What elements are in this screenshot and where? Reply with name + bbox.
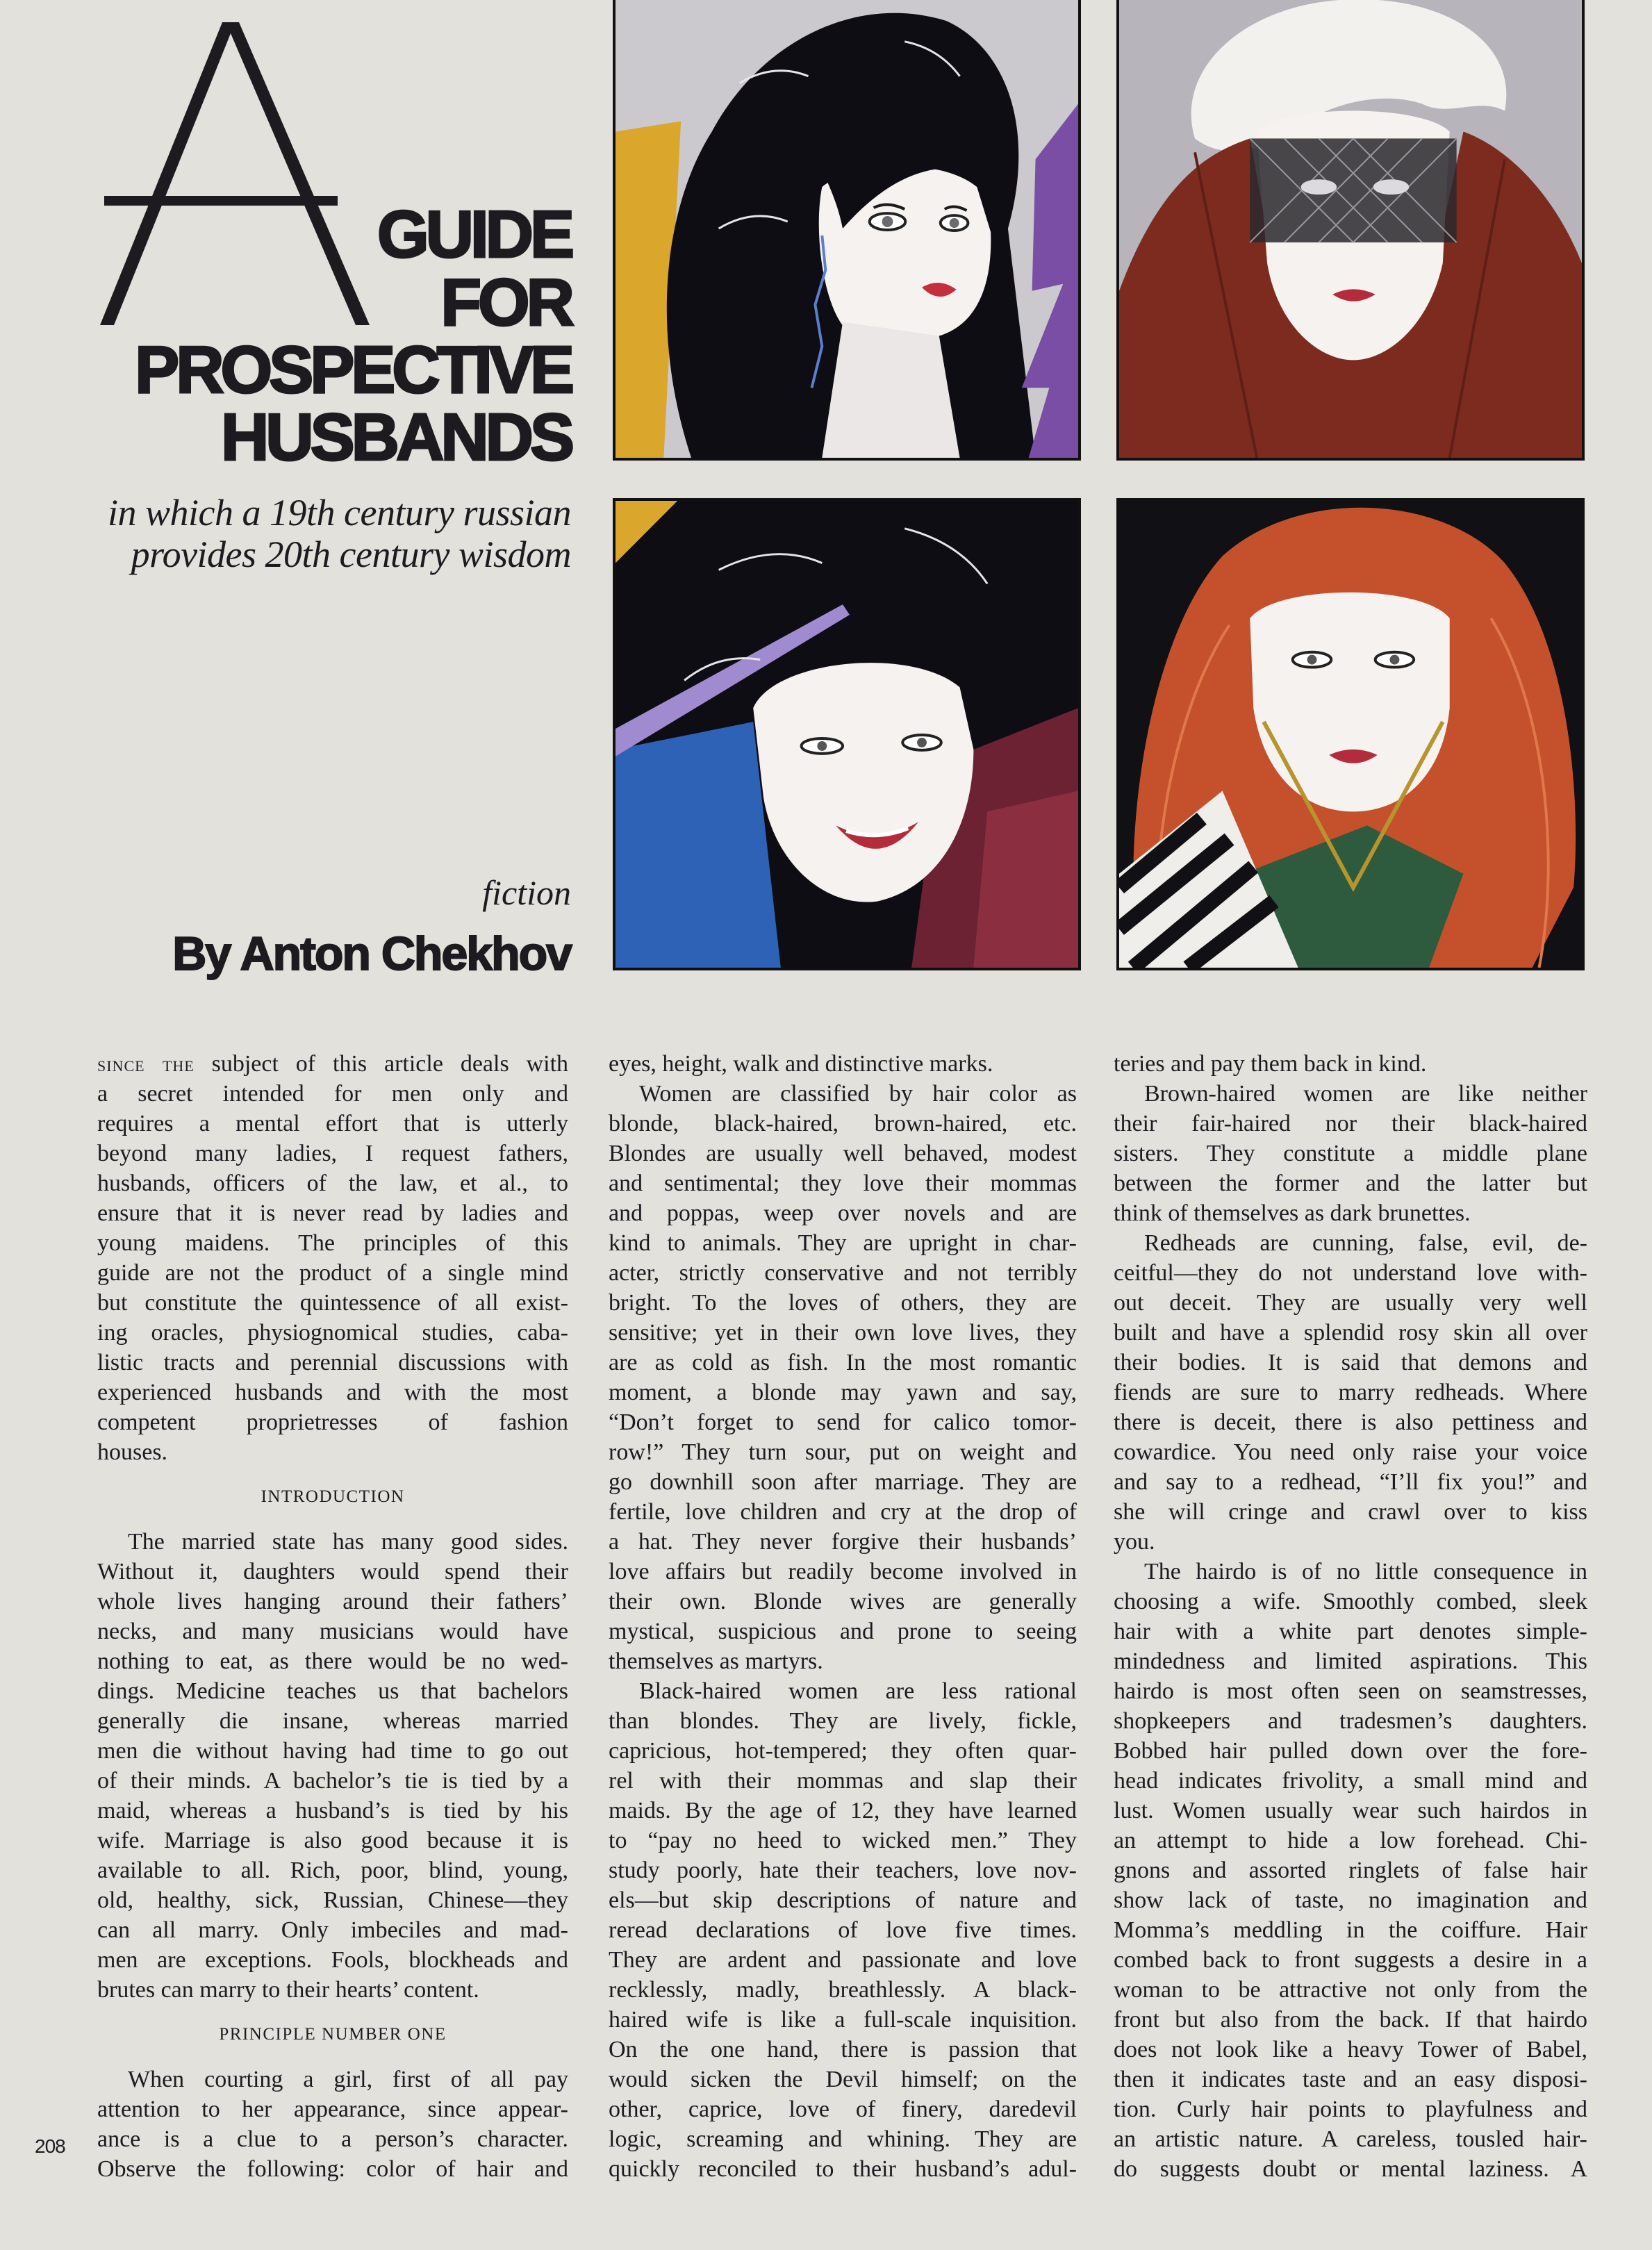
text-line: blonde, black-haired, brown-haired, etc. [609,1111,1077,1136]
text-line: houses. [97,1439,168,1465]
subtitle-line-1: in which a 19th century russian [108,492,571,533]
text-line: you. [1114,1529,1155,1555]
text-line: men are exceptions. Fools, blockheads and [97,1947,568,1973]
text-line: whole lives hanging around their fathers’ [97,1589,568,1614]
text-line: moment, a blonde may yawn and say, [609,1380,1077,1405]
text-line: necks, and many musicians would have [97,1619,568,1644]
text-line: beyond many ladies, I request fathers, [97,1141,568,1166]
text-line: mindedness and limited aspirations. This [1114,1648,1587,1674]
text-line: head indicates frivolity, a small mind and [1114,1768,1587,1794]
illustration-black-haired-woman [613,0,1081,461]
paragraph [97,1527,568,2005]
text-line: bright. To the loves of others, they are [609,1290,1077,1316]
text-line: row!” They turn sour, put on weight and [609,1439,1077,1465]
text-line: They are ardent and passionate and love [609,1947,1077,1973]
text-line: themselves as martyrs. [609,1648,823,1674]
text-line: fiends are sure to marry redheads. Where [1114,1380,1587,1405]
text-line: competent proprietresses of fashion [97,1409,568,1435]
section-heading: INTRODUCTION [261,1487,405,1506]
text-line: their own. Blonde wives are generally [609,1589,1077,1614]
text-line: gnons and assorted ringlets of false hair [1114,1858,1587,1883]
text-line: shopkeepers and tradesmen’s daughters. [1114,1708,1587,1734]
text-line: their bodies. It is said that demons and [1114,1350,1587,1375]
text-line: wife. Marriage is also good because it is [97,1828,568,1853]
paragraph [609,1676,1077,2184]
title-initial-a [83,14,382,333]
page-number: 208 [35,2135,65,2157]
text-line: she will cringe and crawl over to kiss [1114,1499,1587,1525]
text-line: generally die insane, whereas married [97,1708,568,1734]
text-line: an artistic nature. A careless, tousled hair- [1114,2126,1587,2152]
text-line: rel with their mommas and slap their [609,1768,1077,1794]
text-line: does not look like a heavy Tower of Babel, [1114,2037,1587,2062]
paragraph [609,1079,1077,1676]
lead-in-small-caps: since the [97,1051,195,1076]
text-line: reread declarations of love five times. [609,1917,1077,1943]
text-line: think of themselves as dark brunettes. [1114,1200,1471,1226]
text-line: an attempt to hide a low forehead. Chi- [1114,1828,1587,1853]
text-line: a hat. They never forgive their husbands’ [609,1529,1077,1555]
text-line: are as cold as fish. In the most romantic [609,1350,1077,1375]
text-line: but constitute the quintessence of all exist- [97,1290,568,1316]
text-line: quickly reconciled to their husband’s adul- [609,2156,1077,2182]
text-line: experienced husbands and with the most [97,1380,568,1405]
text-line: brutes can marry to their hearts’ content. [97,1977,479,2003]
title-line-for: FOR [440,265,571,340]
text-line: husbands, officers of the law, et al., to [97,1171,568,1196]
text-line: guide are not the product of a single mind [97,1260,568,1286]
text-line: combed back to front suggests a desire in a [1114,1947,1587,1973]
text-line: to “pay no heed to wicked men.” They [609,1828,1077,1853]
body-column-1 [97,1049,568,2184]
text-line: nothing to eat, as there would be no wed- [97,1648,568,1674]
text-line: fertile, love children and cry at the drop of [609,1499,1077,1525]
text-line: ing oracles, physiognomical studies, caba- [97,1320,568,1346]
text-line: Redheads are cunning, false, evil, de- [1144,1230,1587,1256]
text-line: requires a mental effort that is utterly [97,1111,568,1136]
text-line: haired wife is like a full-scale inquisition. [609,2007,1077,2033]
text-line: available to all. Rich, poor, blind, young, [97,1858,568,1883]
text-line: other, caprice, love of finery, daredevil [609,2096,1077,2122]
text-line: recklessly, madly, breathlessly. A black- [609,1977,1077,2003]
title-line-guide: GUIDE [377,197,571,272]
text-line: there is deceit, there is also pettiness and [1114,1409,1587,1435]
section-heading: PRINCIPLE NUMBER ONE [219,2025,447,2044]
paragraph [1114,1228,1587,1557]
text-line: out deceit. They are usually very well [1114,1290,1587,1316]
text-line: men die without having had time to go out [97,1738,568,1764]
text-line: can all marry. Only imbeciles and mad- [97,1917,568,1943]
title-line-husbands: HUSBANDS [220,400,571,474]
text-line: dings. Medicine teaches us that bachelors [97,1678,568,1704]
text-line: study poorly, hate their teachers, love nov- [609,1858,1077,1883]
paragraph [1114,1557,1587,2184]
text-line: front but also from the back. If that hairdo [1114,2007,1587,2033]
paragraph [97,1049,568,1467]
text-line: maids. By the age of 12, they have learned [609,1798,1077,1823]
text-line: On the one hand, there is passion that [609,2037,1077,2062]
text-line: of their minds. A bachelor’s tie is tied by a [97,1768,568,1794]
text-line: and poppas, weep over novels and are [609,1200,1077,1226]
text-line: Without it, daughters would spend their [97,1559,568,1585]
paragraph [1114,1049,1587,1079]
text-line: Observe the following: color of hair and [97,2156,568,2182]
text-line: then it indicates taste and an easy disposi- [1114,2067,1587,2092]
text-line: listic tracts and perennial discussions with [97,1350,568,1375]
text-line: teries and pay them back in kind. [1114,1051,1427,1077]
text-line: a secret intended for men only and [97,1081,568,1107]
text-line: old, healthy, sick, Russian, Chinese—they [97,1887,568,1913]
text-line: would sicken the Devil himself; on the [609,2067,1077,2092]
text-line: lust. Women usually wear such hairdos in [1114,1798,1587,1823]
text-line: logic, screaming and whining. They are [609,2126,1077,2152]
text-line: woman to be attractive not only from the [1114,1977,1587,2003]
text-line: acter, strictly conservative and not terribly [609,1260,1077,1286]
text-line: kind to animals. They are upright in char- [609,1230,1077,1256]
text-line: maid, whereas a husband’s is tied by his [97,1798,568,1823]
text-line: and say to a redhead, “I’ll fix you!” and [1114,1469,1587,1495]
text-line: attention to her appearance, since appear- [97,2096,568,2122]
body-column-3 [1114,1049,1587,2184]
illustration-smiling-woman [613,498,1081,970]
text-line: Momma’s meddling in the coiffure. Hair [1114,1917,1587,1943]
section-label: fiction [482,873,571,912]
text-line: choosing a wife. Smoothly combed, sleek [1114,1589,1587,1614]
text-line: ceitful—they do not understand love with- [1114,1260,1587,1286]
text-line: Brown-haired women are like neither [1144,1081,1587,1107]
text-line: The married state has many good sides. [128,1529,568,1555]
byline: By Anton Chekhov [172,927,571,980]
text-line: love affairs but readily become involved in [609,1559,1077,1585]
text-line: do suggests doubt or mental laziness. A [1114,2156,1587,2182]
text-line: hair with a white part denotes simple- [1114,1619,1587,1644]
subtitle-line-2: provides 20th century wisdom [131,533,571,575]
illustration-redhead-woman [1116,498,1585,970]
text-line: sensitive; yet in their own love lives, they [609,1320,1077,1346]
text-line-content: subject of this article deals with [211,1051,568,1077]
text-line: capricious, hot-tempered; they often quar- [609,1738,1077,1764]
text-line: tion. Curly hair points to playfulness and [1114,2096,1587,2122]
text-line: and sentimental; they love their mommas [609,1171,1077,1196]
text-line: The hairdo is of no little consequence in [1144,1559,1587,1585]
text-line: Black-haired women are less rational [639,1678,1077,1704]
text-line: Blondes are usually well behaved, modest [609,1141,1077,1166]
text-line: els—but skip descriptions of nature and [609,1887,1077,1913]
text-line: Women are classified by hair color as [639,1081,1077,1107]
text-line: Bobbed hair pulled down over the fore- [1114,1738,1587,1764]
text-line [97,1049,568,1079]
text-line: When courting a girl, first of all pay [128,2067,568,2092]
text-line: their fair-haired nor their black-haired [1114,1111,1587,1136]
text-line: show lack of taste, no imagination and [1114,1887,1587,1913]
illustration-veiled-woman [1116,0,1585,461]
text-line: ensure that it is never read by ladies and [97,1200,568,1226]
text-line: hairdo is most often seen on seamstresses, [1114,1678,1587,1704]
text-line: between the former and the latter but [1114,1171,1587,1196]
text-line: cowardice. You need only raise your voice [1114,1439,1587,1465]
text-line: ance is a clue to a person’s character. [97,2126,568,2152]
text-line: young maidens. The principles of this [97,1230,568,1256]
text-line: built and have a splendid rosy skin all over [1114,1320,1587,1346]
text-line: “Don’t forget to send for calico tomor- [609,1409,1077,1435]
body-column-2 [609,1049,1077,2184]
text-line: than blondes. They are lively, fickle, [609,1708,1077,1734]
paragraph [1114,1079,1587,1228]
text-line: eyes, height, walk and distinctive marks. [609,1051,993,1077]
paragraph [609,1049,1077,1079]
paragraph [97,2065,568,2184]
title-line-prospective: PROSPECTIVE [135,333,571,407]
text-line: go downhill soon after marriage. They are [609,1469,1077,1495]
text-line: sisters. They constitute a middle plane [1114,1141,1587,1166]
text-line: mystical, suspicious and prone to seeing [609,1619,1077,1644]
